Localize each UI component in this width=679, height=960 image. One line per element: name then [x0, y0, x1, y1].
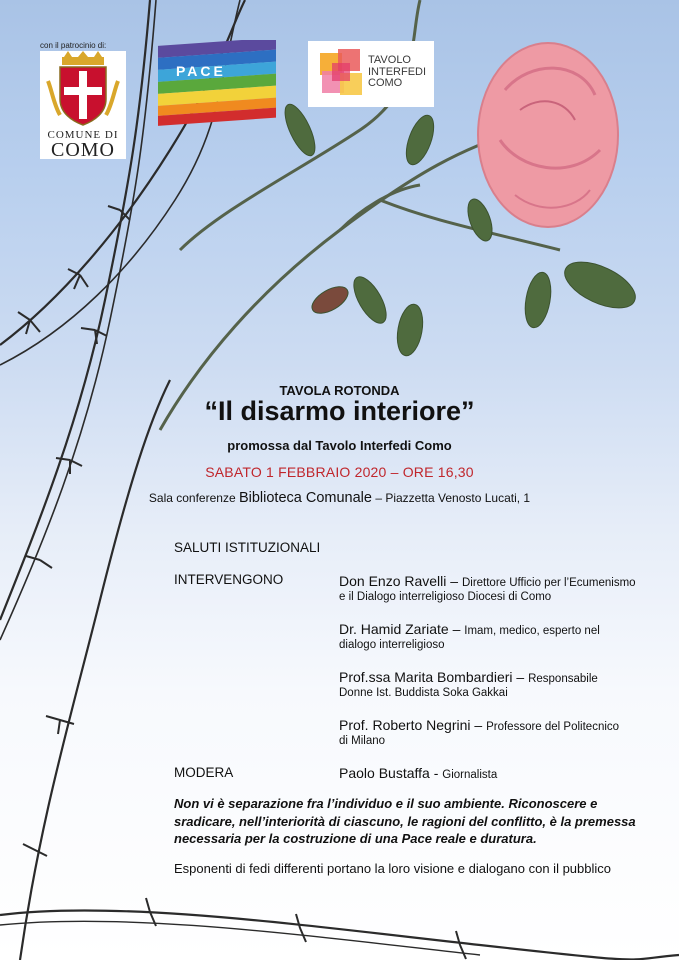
speaker-3-name: Prof.ssa Marita Bombardieri –	[339, 669, 525, 685]
speaker-name	[339, 669, 598, 685]
speaker-name	[339, 717, 619, 733]
speaker-1-role-line2: e il Dialogo interreligioso Diocesi di Como	[339, 591, 552, 603]
event-quote: Non vi è separazione fra l’individuo e il suo ambiente. Riconoscere e sradicare, nell’interiorità di ciascuno, le ragioni del conflitto, è la premessa necessaria per la costruzione di una Pace reale e duratura.	[174, 796, 636, 846]
speaker-3-role-line2: Donne Ist. Buddista Soka Gakkai	[339, 687, 508, 699]
comune-di-label: COMUNE DI	[47, 129, 119, 141]
venue-name: Biblioteca Comunale	[238, 490, 372, 506]
speaker-4-role: Professore del Politecnico	[486, 721, 620, 733]
speaker-1-name: Don Enzo Ravelli –	[339, 573, 459, 589]
speaker-name	[339, 621, 600, 637]
speaker-4-name: Prof. Roberto Negrini –	[339, 717, 483, 733]
speaker-2-role-line2: dialogo interreligioso	[339, 639, 445, 651]
moderator-role: Giornalista	[442, 769, 498, 781]
patronage-label: con il patrocinio di:	[40, 41, 107, 50]
event-kicker: TAVOLA ROTONDA	[279, 383, 400, 398]
speaker-2-role: Imam, medico, esperto nel	[464, 625, 600, 637]
speaker-3-role: Responsabile	[528, 673, 598, 685]
speaker-2-name: Dr. Hamid Zariate –	[339, 621, 461, 637]
moderator	[339, 765, 497, 781]
saluti-label: SALUTI ISTITUZIONALI	[174, 540, 321, 555]
como-coat-of-arms-icon	[40, 51, 126, 129]
rose-flower	[478, 43, 618, 227]
barbed-wire	[0, 910, 679, 959]
tavolo-line-1: TAVOLO	[368, 54, 411, 66]
interfedi-flower-icon	[318, 47, 364, 101]
como-label: COMO	[50, 139, 115, 161]
moderator-name: Paolo Bustaffa -	[339, 765, 439, 781]
event-title: “Il disarmo interiore”	[204, 396, 475, 426]
tavolo-line-2: INTERFEDI	[368, 65, 427, 78]
closing-line: Esponenti di fedi differenti portano la loro visione e dialogano con il pubblico	[174, 861, 611, 876]
speaker-4-role-line2: di Milano	[339, 735, 386, 747]
event-date: SABATO 1 FEBBRAIO 2020 – ORE 16,30	[205, 464, 474, 480]
comune-di-como-logo	[40, 51, 126, 159]
pace-flag-text: PACE	[176, 63, 226, 79]
tavolo-interfedi-text	[368, 55, 426, 90]
event-venue	[0, 490, 679, 506]
event-promoter: promossa dal Tavolo Interfedi Como	[227, 438, 452, 453]
modera-label: MODERA	[174, 765, 234, 780]
speaker-name	[339, 573, 636, 589]
tavolo-interfedi-como-logo	[308, 41, 434, 107]
venue-address: – Piazzetta Venosto Lucati, 1	[375, 491, 531, 505]
intervengono-label: INTERVENGONO	[174, 572, 284, 587]
speaker-1-role: Direttore Ufficio per l’Ecumenismo	[461, 577, 636, 589]
tavolo-line-3: COMO	[368, 77, 403, 89]
pace-rainbow-flag	[156, 40, 280, 128]
venue-prefix: Sala conferenze	[148, 491, 236, 505]
